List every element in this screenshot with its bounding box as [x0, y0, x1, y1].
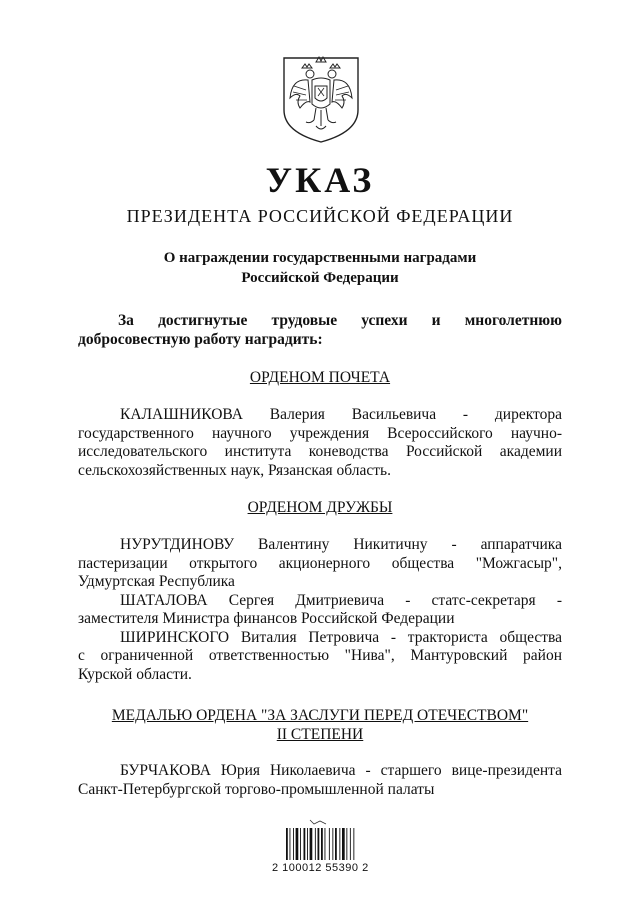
barcode-bar [332, 828, 333, 860]
barcode-bar [290, 828, 291, 860]
award-line: заместителя Министра финансов Российской Федерации [78, 610, 455, 627]
section-heading-medal: МЕДАЛЬЮ ОРДЕНА "ЗА ЗАСЛУГИ ПЕРЕД ОТЕЧЕСТВОМ" II СТЕПЕНИ [111, 707, 529, 743]
section-heading-order-of-honor: ОРДЕНОМ ПОЧЕТА [249, 369, 391, 386]
decree-subject-line: О награждении государственными наградами [163, 250, 477, 266]
award-line: БУРЧАКОВА Юрия Николаевича - старшего вице-президента [120, 762, 562, 779]
barcode-bar [350, 828, 351, 860]
barcode-bar [335, 828, 337, 860]
award-line: государственного научного учреждения Всероссийского научно- [78, 424, 562, 442]
award-line: КАЛАШНИКОВА Валерия Васильевича - директора [120, 406, 562, 423]
decree-title: УКАЗ [265, 160, 375, 200]
award-line: Санкт-Петербургской торгово-промышленной палаты [78, 780, 435, 798]
barcode-bar [310, 828, 313, 860]
award-paragraph [78, 406, 562, 480]
barcode-bar [300, 828, 301, 860]
award-line: Курской области. [78, 665, 192, 683]
decree-subtitle: ПРЕЗИДЕНТА РОССИЙСКОЙ ФЕДЕРАЦИИ [126, 206, 514, 226]
barcode-bar [346, 828, 347, 860]
state-emblem-icon [278, 52, 364, 144]
barcode-bar [286, 828, 288, 860]
barcode-bar [325, 828, 326, 860]
award-line: ШАТАЛОВА Сергея Дмитриевича - статс-секретаря - [120, 591, 562, 609]
award-paragraph [78, 762, 562, 799]
barcode-bar [293, 828, 294, 860]
award-line: с ограниченной ответственностью "Нива", Мантуровский район [78, 647, 562, 664]
award-line: ШИРИНСКОГО Виталия Петровича - тракториста общества [120, 628, 562, 646]
award-line: сельскохозяйственных наук, Рязанская область. [78, 461, 391, 479]
decree-subject [100, 248, 540, 288]
barcode-bar [339, 828, 340, 860]
barcode-icon [280, 818, 364, 884]
barcode-bar [318, 828, 320, 860]
barcode-bar [304, 828, 306, 860]
barcode-bar [329, 828, 330, 860]
decree-subject-line: Российской Федерации [241, 270, 399, 286]
intro-line: За достигнутые трудовые успехи и многолетнюю [118, 312, 562, 329]
award-line: НУРУТДИНОВУ Валентину Никитичну - аппаратчика [120, 536, 562, 553]
barcode-bar [296, 828, 299, 860]
barcode-bar [321, 828, 323, 860]
barcode-bar [315, 828, 316, 860]
barcode-bar [353, 828, 354, 860]
award-paragraph [78, 536, 562, 684]
section-heading-order-of-friendship: ОРДЕНОМ ДРУЖБЫ [247, 499, 393, 516]
award-line: пастеризации открытого акционерного общества "Можгасыр", [78, 554, 562, 572]
award-line: Удмуртская Республика [78, 573, 235, 590]
barcode-number: 2 100012 55390 2 [272, 862, 369, 874]
barcode-bar [342, 828, 345, 860]
barcode-bar [307, 828, 308, 860]
award-line: исследовательского института коневодства Российской академии [78, 443, 562, 460]
intro-line: добросовестную работу наградить: [78, 330, 323, 348]
decree-intro [78, 312, 562, 349]
